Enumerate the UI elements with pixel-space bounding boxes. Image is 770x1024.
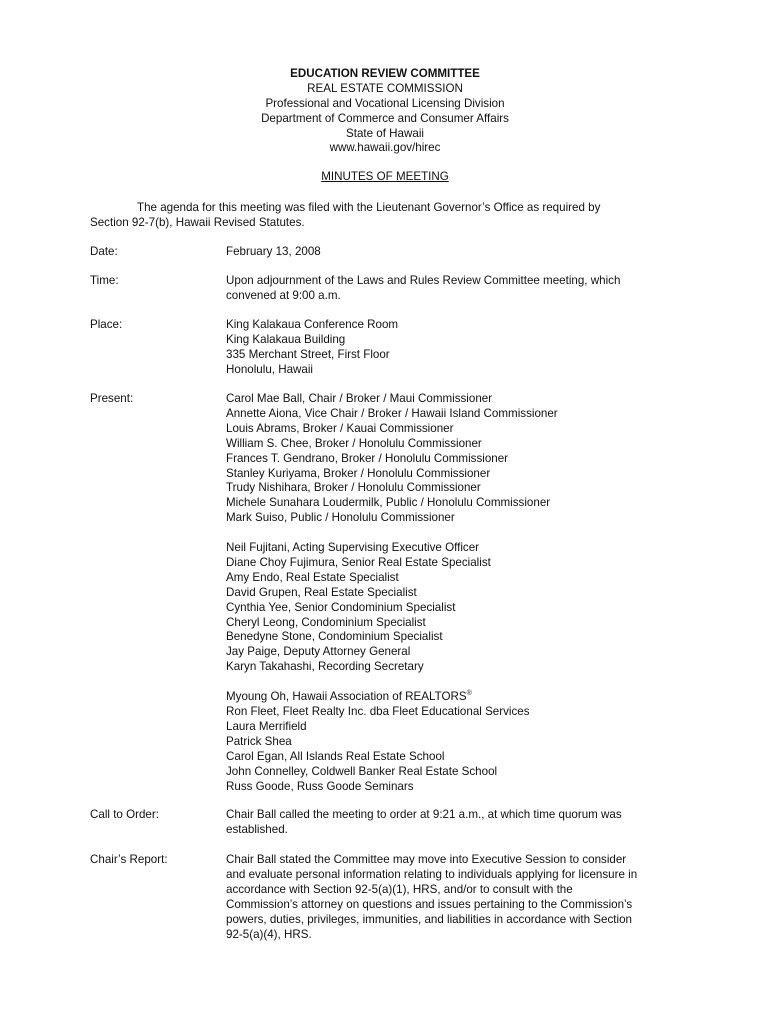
list-item: Michele Sunahara Loudermilk, Public / Honolulu Commissioner <box>226 496 551 510</box>
text-line: and evaluate personal information relating to individuals applying for licensure in <box>226 867 638 881</box>
text-line: Upon adjournment of the Laws and Rules Review Committee meeting, which <box>226 274 621 287</box>
list-item: John Connelley, Coldwell Banker Real Estate School <box>226 764 498 778</box>
list-item: Annette Aiona, Vice Chair / Broker / Hawaii Island Commissioner <box>226 406 558 420</box>
list-item: Jay Paige, Deputy Attorney General <box>226 645 411 659</box>
list-item: William S. Chee, Broker / Honolulu Commissioner <box>226 436 482 450</box>
list-item: Benedyne Stone, Condominium Specialist <box>226 630 443 644</box>
list-item: Cheryl Leong, Condominium Specialist <box>226 615 426 629</box>
commissioners-list <box>226 392 686 526</box>
text-line: 92-5(a)(4), HRS. <box>226 927 312 941</box>
time-label: Time: <box>90 274 119 287</box>
intro-line: The agenda for this meeting was filed with the Lieutenant Governor’s Office as required by <box>137 201 601 214</box>
text-line: Chair Ball stated the Committee may move into Executive Session to consider <box>226 853 627 866</box>
present-value <box>226 392 686 794</box>
text-line: 335 Merchant Street, First Floor <box>226 347 390 361</box>
list-item: Patrick Shea <box>226 734 292 748</box>
document-header <box>0 67 770 156</box>
place-label: Place: <box>90 318 123 331</box>
list-item: Diane Choy Fujimura, Senior Real Estate Specialist <box>226 555 491 569</box>
text-line: Honolulu, Hawaii <box>226 362 313 376</box>
others-list <box>226 690 686 794</box>
website-url: www.hawaii.gov/hirec <box>329 141 441 155</box>
text-line: powers, duties, privileges, immunities, and liabilities in accordance with Section <box>226 912 632 926</box>
staff-list <box>226 541 686 675</box>
registered-mark: ® <box>466 690 472 698</box>
date-value: February 13, 2008 <box>226 245 321 258</box>
call-to-order-value <box>226 808 686 838</box>
chairs-report-value <box>226 853 686 942</box>
minutes-title: MINUTES OF MEETING <box>321 170 449 183</box>
department-name: Department of Commerce and Consumer Affairs <box>261 111 509 125</box>
text-line: Chair Ball called the meeting to order at 9:21 a.m., at which time quorum was <box>226 808 622 821</box>
present-label: Present: <box>90 392 134 405</box>
list-item: Cynthia Yee, Senior Condominium Specialist <box>226 600 456 614</box>
list-item: David Grupen, Real Estate Specialist <box>226 585 417 599</box>
intro-paragraph <box>90 201 670 231</box>
list-item: Carol Egan, All Islands Real Estate School <box>226 749 445 763</box>
call-to-order-label: Call to Order: <box>90 808 159 821</box>
text-line: King Kalakaua Building <box>226 332 346 346</box>
list-item: Amy Endo, Real Estate Specialist <box>226 570 399 584</box>
list-item: Russ Goode, Russ Goode Seminars <box>226 779 414 793</box>
commission-name: REAL ESTATE COMMISSION <box>307 81 463 95</box>
list-item: Ron Fleet, Fleet Realty Inc. dba Fleet Educational Services <box>226 705 530 718</box>
time-value <box>226 274 686 304</box>
place-value <box>226 318 686 378</box>
list-item: Neil Fujitani, Acting Supervising Executive Officer <box>226 541 480 555</box>
list-item: Laura Merrifield <box>226 719 307 733</box>
division-name: Professional and Vocational Licensing Division <box>265 96 505 110</box>
list-item: Stanley Kuriyama, Broker / Honolulu Commissioner <box>226 466 491 480</box>
list-item: Frances T. Gendrano, Broker / Honolulu Commissioner <box>226 451 509 465</box>
list-item: Mark Suiso, Public / Honolulu Commissioner <box>226 511 455 525</box>
text-line: Commission’s attorney on questions and issues pertaining to the Commission’s <box>226 897 633 911</box>
text-line: King Kalakaua Conference Room <box>226 318 399 331</box>
text-line: established. <box>226 822 288 836</box>
text-line: convened at 9:00 a.m. <box>226 288 341 302</box>
intro-line: Section 92-7(b), Hawaii Revised Statutes. <box>90 215 305 229</box>
list-item: Carol Mae Ball, Chair / Broker / Maui Commissioner <box>226 392 493 405</box>
chairs-report-label: Chair’s Report: <box>90 853 168 866</box>
list-item: Trudy Nishihara, Broker / Honolulu Commissioner <box>226 481 481 495</box>
committee-title: EDUCATION REVIEW COMMITTEE <box>290 67 480 80</box>
date-label: Date: <box>90 245 118 258</box>
list-item-text: Myoung Oh, Hawaii Association of REALTORS <box>226 690 467 704</box>
text-line: accordance with Section 92-5(a)(1), HRS, and/or to consult with the <box>226 882 573 896</box>
list-item: Louis Abrams, Broker / Kauai Commissioner <box>226 421 454 435</box>
state-name: State of Hawaii <box>346 126 424 140</box>
list-item <box>226 690 686 705</box>
list-item: Karyn Takahashi, Recording Secretary <box>226 660 424 674</box>
